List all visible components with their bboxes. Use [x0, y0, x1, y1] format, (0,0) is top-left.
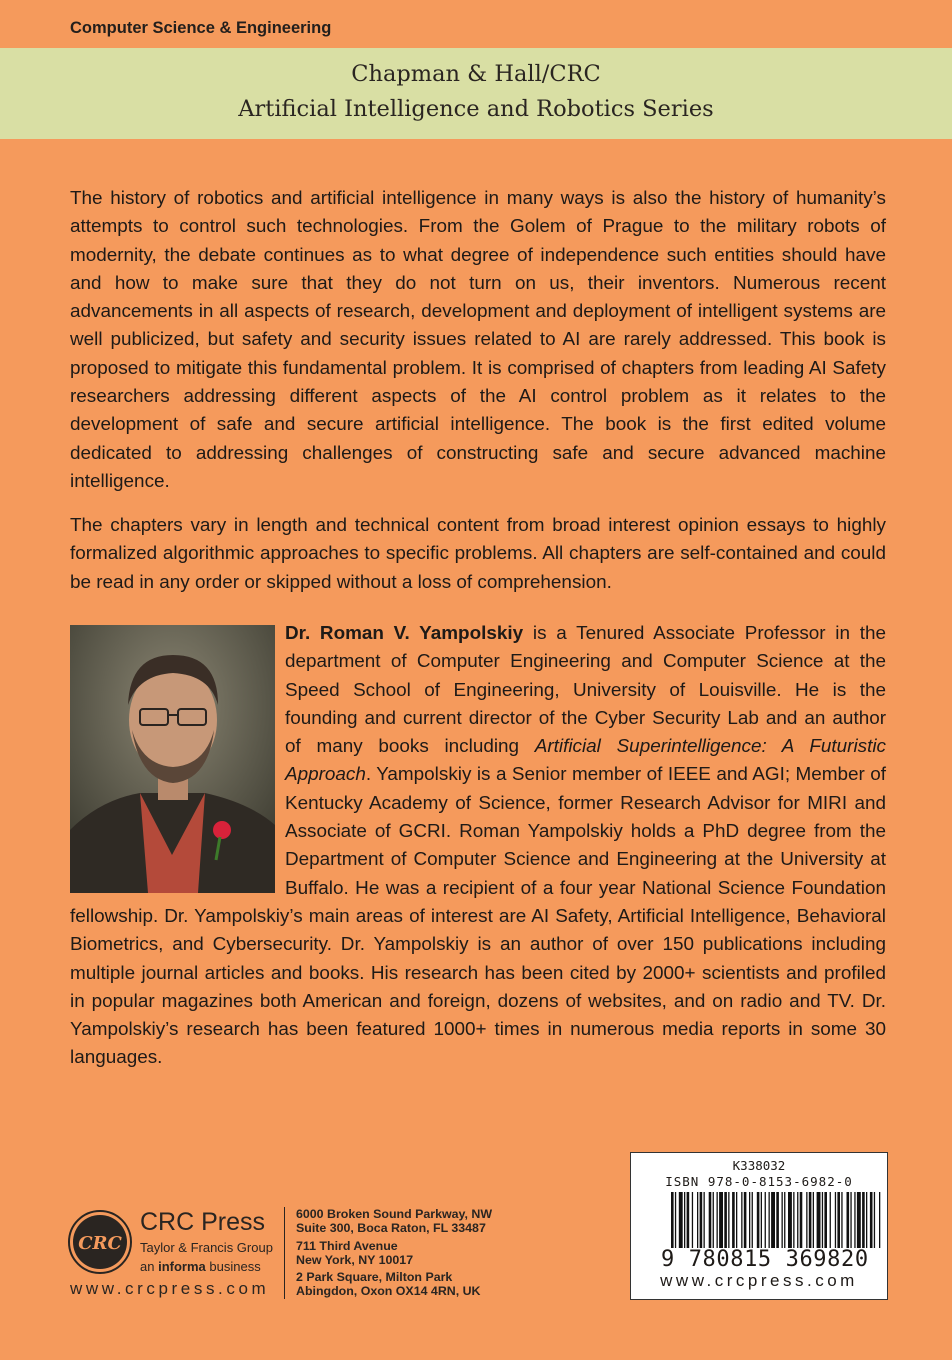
barcode-stripe	[719, 1192, 723, 1248]
barcode-stripe	[817, 1192, 821, 1248]
barcode-stripe	[782, 1192, 783, 1248]
series-publisher: Chapman & Hall/CRC	[351, 61, 601, 87]
barcode-stripe	[776, 1192, 779, 1248]
publisher-group: Taylor & Francis Group	[140, 1240, 273, 1255]
barcode-stripe	[732, 1192, 735, 1248]
barcode-stripe	[709, 1192, 712, 1248]
barcode-stripe	[697, 1192, 698, 1248]
barcode-stripe	[850, 1192, 851, 1248]
informa-bold: informa	[158, 1259, 206, 1274]
informa-prefix: an	[140, 1259, 155, 1274]
barcode-stripe	[684, 1192, 685, 1248]
barcode-stripe	[700, 1192, 703, 1248]
description-paragraph-2: The chapters vary in length and technical content from broad interest opinion essays to highly formalized algorithmic approaches to specific problems. All chapters are self-contained and could be read in any order or skipped without a loss of comprehension.	[70, 515, 886, 593]
barcode-stripe	[824, 1192, 827, 1248]
barcode-stripe	[813, 1192, 814, 1248]
barcode-stripe	[841, 1192, 842, 1248]
isbn-label: ISBN 978-0-8153-6982-0	[665, 1174, 853, 1189]
barcode-stripe	[679, 1192, 683, 1248]
address-line: 2 Park Square, Milton Park	[296, 1270, 453, 1284]
author-bio-part-2: . Yampolskiy is a Senior member of IEEE and AGI; Member of Kentucky Academy of Science, former Research Advisor for MIRI and Associate of GCRI. Roman Yampolskiy holds a PhD degree from the Department of Computer Science and Engineering at the University at Buffalo. He was a recipient of a four year National Science Foundation fellowship. Dr. Yampolskiy’s main areas of interest are AI Safety, Artificial Intelligence, Behavioral Biometrics, and Cybersecurity. Dr. Yampolskiy is an author of over 150 publications including multiple journal articles and books. His research has been cited by 2000+ scientists and profiled in popular magazines both American and foreign, dozens of websites, and on radio and TV. Dr. Yampolskiy’s research has been featured 1000+ times in numerous media reports in some 30 languages.	[70, 764, 886, 1069]
barcode-stripe	[744, 1192, 747, 1248]
barcode-stripe	[687, 1192, 690, 1248]
address-line: New York, NY 10017	[296, 1253, 414, 1267]
category-label: Computer Science & Engineering	[70, 19, 332, 37]
barcode-stripe	[793, 1192, 794, 1248]
author-name: Dr. Roman V. Yampolskiy	[285, 623, 524, 644]
barcode-stripe	[806, 1192, 807, 1248]
barcode-website: www.crcpress.com	[660, 1271, 858, 1290]
barcode-stripe	[752, 1192, 753, 1248]
address-line: Abingdon, Oxon OX14 4RN, UK	[296, 1284, 481, 1298]
barcode-stripe	[771, 1192, 775, 1248]
barcode-stripe	[761, 1192, 762, 1248]
barcode-code: K338032	[732, 1158, 786, 1173]
barcode-stripe	[830, 1192, 831, 1248]
informa-suffix: business	[209, 1259, 261, 1274]
barcode-stripe	[797, 1192, 798, 1248]
barcode-stripe	[857, 1192, 861, 1248]
barcode-stripe	[741, 1192, 742, 1248]
barcode-stripe	[809, 1192, 812, 1248]
address-boca-raton	[296, 1207, 492, 1235]
barcode-stripe	[788, 1192, 792, 1248]
author-book-title: Artificial Superintelligence: A Futuristic Approach	[285, 736, 886, 786]
address-line: 6000 Broken Sound Parkway, NW	[296, 1207, 493, 1221]
publisher-name: CRC Press	[140, 1208, 266, 1236]
barcode-stripe	[854, 1192, 855, 1248]
series-title: Artificial Intelligence and Robotics Series	[238, 96, 714, 122]
barcode-stripe	[837, 1192, 840, 1248]
description-paragraph-1: The history of robotics and artificial intelligence in many ways is also the history of humanity’s attempts to control such technologies. From the Golem of Prague to the military robots of modernity, the debate continues as to what degree of independence such entities should have and how to make sure that they do not turn on us, their inventors. Numerous recent advancements in all aspects of research, development and deployment of intelligent systems are well publicized, but safety and security issues related to AI are rarely addressed. This book is proposed to mitigate this fundamental problem. It is comprised of chapters from leading AI Safety researchers addressing different aspects of the AI control problem as it relates to the development of safe and secure artificial intelligence. The book is the first edited volume dedicated to addressing challenges of constructing safe and secure advanced machine intelligence.	[70, 188, 886, 492]
barcode-stripe	[765, 1192, 766, 1248]
barcode-stripe	[728, 1192, 729, 1248]
barcode-stripe	[835, 1192, 836, 1248]
author-bio	[70, 620, 886, 1073]
series-band	[0, 48, 952, 139]
publisher-website[interactable]: www.crcpress.com	[70, 1279, 270, 1298]
barcode-stripe	[879, 1192, 880, 1248]
crc-logo-text: CRC	[78, 1233, 122, 1254]
crc-logo-icon	[68, 1210, 132, 1274]
barcode-stripe	[671, 1192, 674, 1248]
barcode-stripe	[724, 1192, 727, 1248]
barcode-stripe	[749, 1192, 750, 1248]
barcode-digits: 9 780815 369820	[661, 1247, 869, 1272]
barcode-stripe	[874, 1192, 875, 1248]
barcode-stripe	[822, 1192, 823, 1248]
address-line: Suite 300, Boca Raton, FL 33487	[296, 1221, 486, 1235]
publisher-informa	[140, 1259, 261, 1274]
address-abingdon	[296, 1270, 481, 1298]
barcode-stripe	[736, 1192, 737, 1248]
address-new-york	[296, 1239, 413, 1267]
barcode-stripe	[784, 1192, 785, 1248]
barcode-stripe	[675, 1192, 676, 1248]
author-bio-part-1: is a Tenured Associate Professor in the department of Computer Engineering and Computer Science at the Speed School of Engineering, University of Louisville. He is the founding and current director of the Cyber Security Lab and an author of many books including	[285, 623, 886, 758]
barcode-stripe	[866, 1192, 867, 1248]
barcode-box	[630, 1152, 888, 1300]
barcode-stripe	[862, 1192, 865, 1248]
barcode-stripe	[717, 1192, 718, 1248]
barcode-stripe	[769, 1192, 770, 1248]
barcode-stripe	[704, 1192, 705, 1248]
address-line: 711 Third Avenue	[296, 1239, 398, 1253]
footer-divider	[284, 1207, 285, 1299]
barcode-stripe	[757, 1192, 760, 1248]
barcode-stripe	[870, 1192, 873, 1248]
barcode-stripe	[847, 1192, 850, 1248]
barcode-stripe	[800, 1192, 803, 1248]
barcode-stripe	[713, 1192, 714, 1248]
barcode-stripe	[692, 1192, 693, 1248]
